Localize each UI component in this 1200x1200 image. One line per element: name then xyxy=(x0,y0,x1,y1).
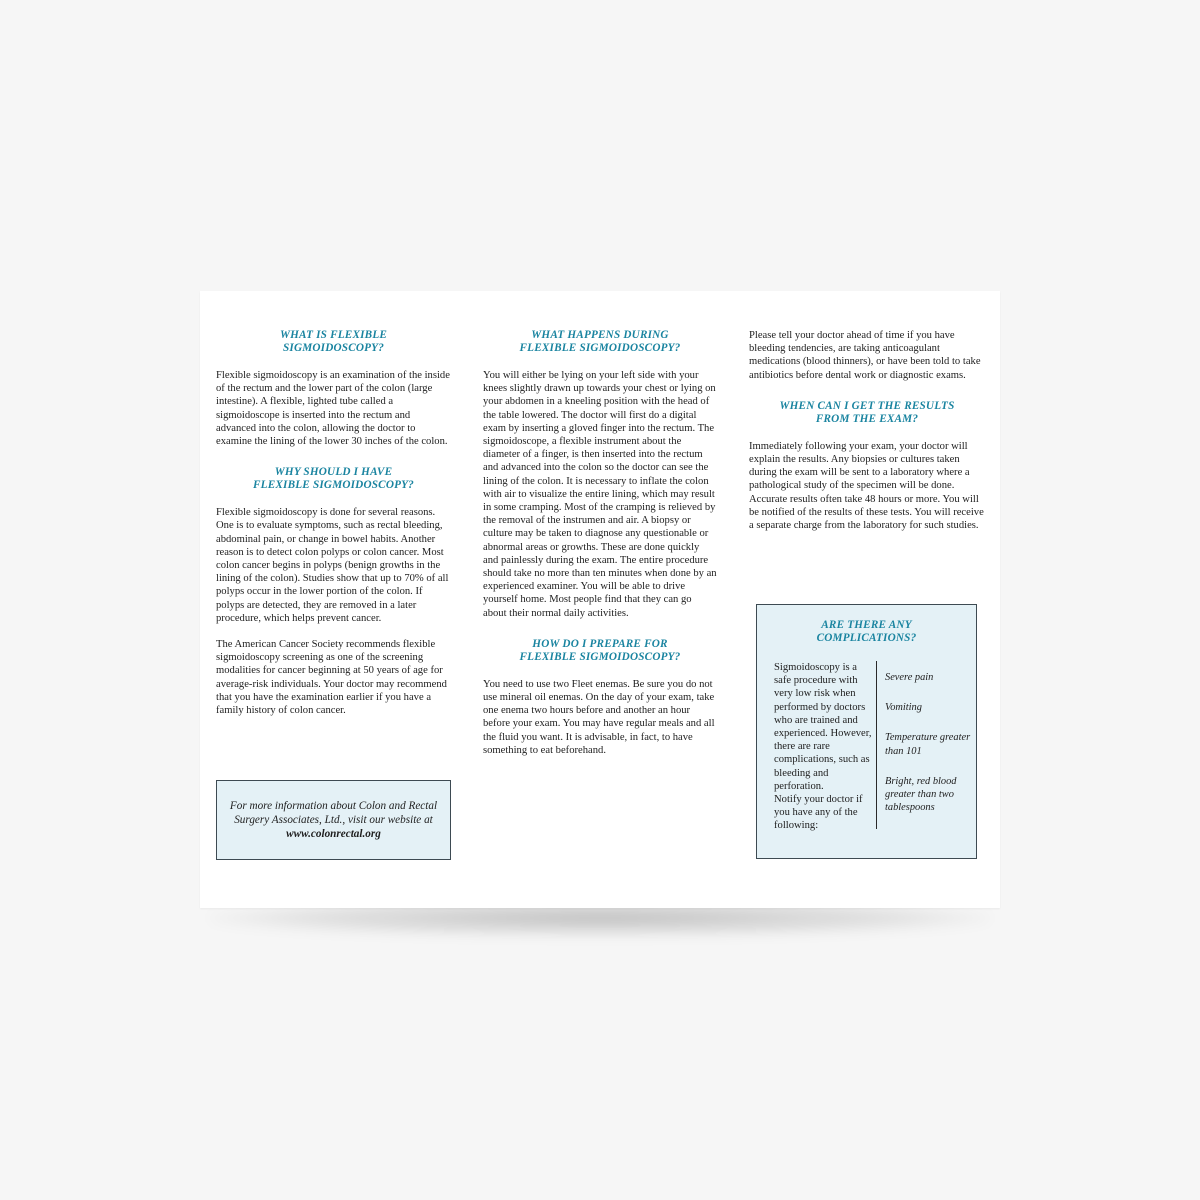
paragraph-tell-doctor: Please tell your doctor ahead of time if you have bleeding tendencies, are taking anticoagulant medications (blood thinners), or have been told to take antibiotics before dental work or diagnostic exams. xyxy=(749,330,981,381)
heading-line: COMPLICATIONS? xyxy=(816,632,917,644)
heading-line: FLEXIBLE SIGMOIDOSCOPY? xyxy=(253,479,414,492)
heading-why xyxy=(216,466,451,492)
symptom-item: Temperature greater than 101 xyxy=(885,732,971,757)
info-box xyxy=(216,780,451,860)
complications-box xyxy=(756,604,977,859)
heading-complications xyxy=(757,619,976,645)
paragraph-results: Immediately following your exam, your doctor will explain the results. Any biopsies or cultures taken during the exam will be sent to a laboratory where a pathological study of the specimen will be done. Accurate results often take 48 hours or more. You will be notified of the results of these tests. You will receive a separate charge from the laboratory for such studies. xyxy=(749,440,984,532)
complications-body: Sigmoidoscopy is a safe procedure with very low risk when performed by doctors who are trained and experienced. However, there are rare complications, such as bleeding and perforation. xyxy=(774,662,872,792)
heading-results xyxy=(749,400,985,426)
complications-text xyxy=(774,661,874,833)
heading-line: HOW DO I PREPARE FOR xyxy=(532,637,668,650)
heading-line: WHY SHOULD I HAVE xyxy=(274,466,393,479)
heading-what-happens xyxy=(483,329,717,355)
heading-line: FLEXIBLE SIGMOIDOSCOPY? xyxy=(519,342,681,354)
symptom-item: Vomiting xyxy=(885,702,922,714)
column-2 xyxy=(483,329,717,757)
symptom-item: Severe pain xyxy=(885,672,934,683)
complications-notify: Notify your doctor if you have any of the following: xyxy=(774,794,863,832)
heading-line: FROM THE EXAM? xyxy=(815,412,919,425)
heading-line: WHEN CAN I GET THE RESULTS xyxy=(779,399,955,412)
brochure-sheet xyxy=(200,291,1000,908)
heading-line: ARE THERE ANY xyxy=(821,619,912,631)
heading-what-is xyxy=(216,329,451,355)
column-1 xyxy=(216,329,451,717)
paragraph-procedure: You will either be lying on your left side with your knees slightly drawn up towards your chest or lying on your abdomen in a kneeling position with the head of the table lowered. The doctor will first do a digital exam by inserting a gloved finger into the rectum. The sigmoidoscope, a flexible instrument about the diameter of a finger, is then inserted into the rectum and advanced into the colon so the doctor can see the lining of the colon. It is necessary to inflate the colon with air to visualize the entire lining, which may result in some cramping. Most of the cramping is relieved by the removal of the instrumen and air. A biopsy or culture may be taken to diagnose any questionable or abnormal areas or growths. These are done quickly and painlessly during the exam. The entire procedure should take no more than ten minutes when done by an experienced examiner. You will be able to drive yourself home. Most people find that they can go about their normal daily activities. xyxy=(483,370,717,619)
symptom-list xyxy=(885,671,973,831)
website-link[interactable]: www.colonrectal.org xyxy=(286,828,381,840)
heading-prepare xyxy=(483,638,717,664)
column-3 xyxy=(749,329,985,532)
vertical-divider xyxy=(876,661,877,829)
heading-line: WHAT IS FLEXIBLE xyxy=(279,329,388,341)
paragraph-reasons: Flexible sigmoidoscopy is done for several reasons. One is to evaluate symptoms, such as rectal bleeding, abdominal pain, or change in bowel habits. Another reason is to detect colon polyps or colon cancer. Most colon cancer begins in polyps (benign growths in the lining of the colon). Studies show that up to 70% of all polyps occur in the lower portion of the colon. If polyps are detected, they are removed in a later procedure, which helps prevent cancer. xyxy=(216,507,449,624)
info-text: For more information about Colon and Rectal Surgery Associates, Ltd., visit our website at xyxy=(229,800,438,826)
heading-line: SIGMOIDOSCOPY? xyxy=(282,342,385,354)
paragraph-acs: The American Cancer Society recommends flexible sigmoidoscopy screening as one of the screening modalities for cancer beginning at 50 years of age for average-risk individuals. Your doctor may recommend that you have the examination earlier if you have a family history of colon cancer. xyxy=(216,639,447,717)
heading-line: WHAT HAPPENS DURING xyxy=(531,329,669,341)
heading-line: FLEXIBLE SIGMOIDOSCOPY? xyxy=(519,650,681,663)
paragraph-definition: Flexible sigmoidoscopy is an examination of the inside of the rectum and the lower part of the colon (large intestine). A flexible, lighted tube called a sigmoidoscope is inserted into the rectum and advanced into the colon, allowing the doctor to examine the lining of the lower 30 inches of the colon. xyxy=(216,370,450,448)
symptom-item: Bright, red blood greater than two tablespoons xyxy=(885,775,957,814)
paragraph-preparation: You need to use two Fleet enemas. Be sure you do not use mineral oil enemas. On the day of your exam, take one enema two hours before and another an hour before your exam. You may have regular meals and all the fluid you want. It is advisable, in fact, to have something to eat beforehand. xyxy=(483,678,715,756)
